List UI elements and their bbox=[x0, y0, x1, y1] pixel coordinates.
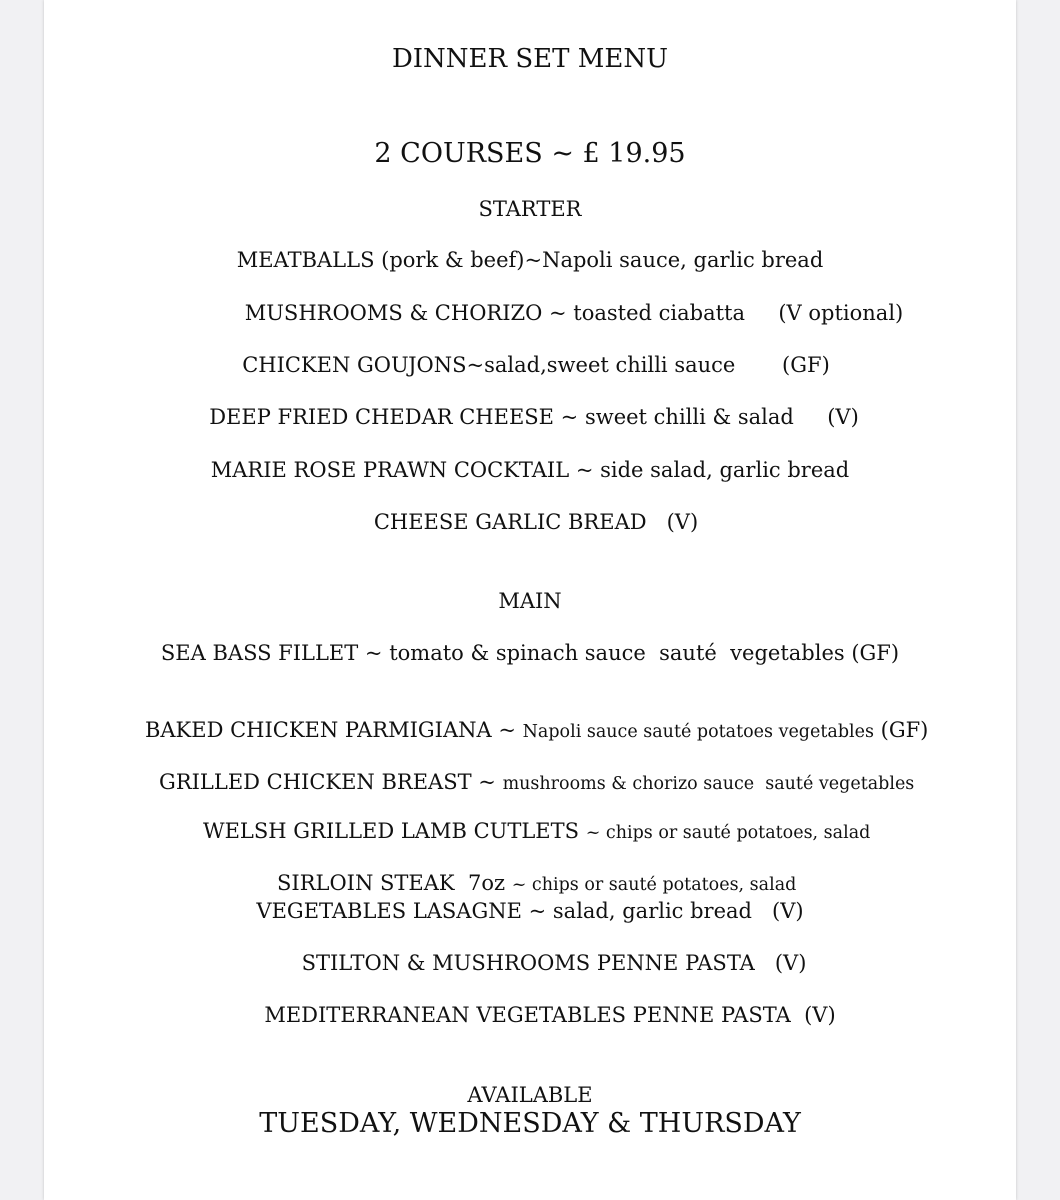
main-heading: MAIN bbox=[498, 589, 562, 613]
starter-item: MEATBALLS (pork & beef)~Napoli sauce, garlic bread bbox=[236, 248, 824, 272]
main-item-name: BAKED CHICKEN PARMIGIANA ~ bbox=[144, 718, 523, 742]
starter-heading: STARTER bbox=[478, 197, 582, 221]
starter-item: DEEP FRIED CHEDAR CHEESE ~ sweet chilli & salad (V) bbox=[209, 405, 859, 429]
main-item-detail: Napoli sauce sauté potatoes vegetables bbox=[522, 722, 874, 742]
main-item bbox=[0, 795, 1060, 845]
main-item-name: SIRLOIN STEAK 7oz bbox=[277, 871, 512, 895]
main-item: STILTON & MUSHROOMS PENNE PASTA (V) bbox=[301, 951, 807, 975]
main-item-name: WELSH GRILLED LAMB CUTLETS bbox=[203, 819, 586, 843]
starter-item: CHICKEN GOUJONS~salad,sweet chilli sauce (GF) bbox=[242, 353, 830, 377]
main-item bbox=[0, 746, 1060, 796]
main-item bbox=[0, 847, 1060, 897]
starter-item: MARIE ROSE PRAWN COCKTAIL ~ side salad, garlic bread bbox=[210, 458, 850, 482]
menu-title: DINNER SET MENU bbox=[391, 44, 669, 74]
main-item-tag: (GF) bbox=[873, 718, 929, 742]
availability-label: AVAILABLE bbox=[467, 1083, 593, 1107]
starter-item: CHEESE GARLIC BREAD (V) bbox=[373, 510, 699, 534]
availability-days: TUESDAY, WEDNESDAY & THURSDAY bbox=[259, 1108, 801, 1139]
main-item-detail: ~ chips or sauté potatoes, salad bbox=[585, 823, 871, 843]
main-item-detail: ~ chips or sauté potatoes, salad bbox=[511, 875, 797, 895]
main-item: SEA BASS FILLET ~ tomato & spinach sauce sauté vegetables (GF) bbox=[160, 641, 900, 665]
set-price: 2 COURSES ~ £ 19.95 bbox=[374, 138, 686, 169]
main-item-name: GRILLED CHICKEN BREAST ~ bbox=[159, 770, 503, 794]
main-item: MEDITERRANEAN VEGETABLES PENNE PASTA (V) bbox=[264, 1003, 836, 1027]
starter-item: MUSHROOMS & CHORIZO ~ toasted ciabatta (V optional) bbox=[244, 301, 904, 325]
main-item bbox=[0, 694, 1060, 744]
main-item-detail: mushrooms & chorizo sauce sauté vegetables bbox=[502, 774, 915, 794]
main-item: VEGETABLES LASAGNE ~ salad, garlic bread (V) bbox=[256, 899, 804, 923]
